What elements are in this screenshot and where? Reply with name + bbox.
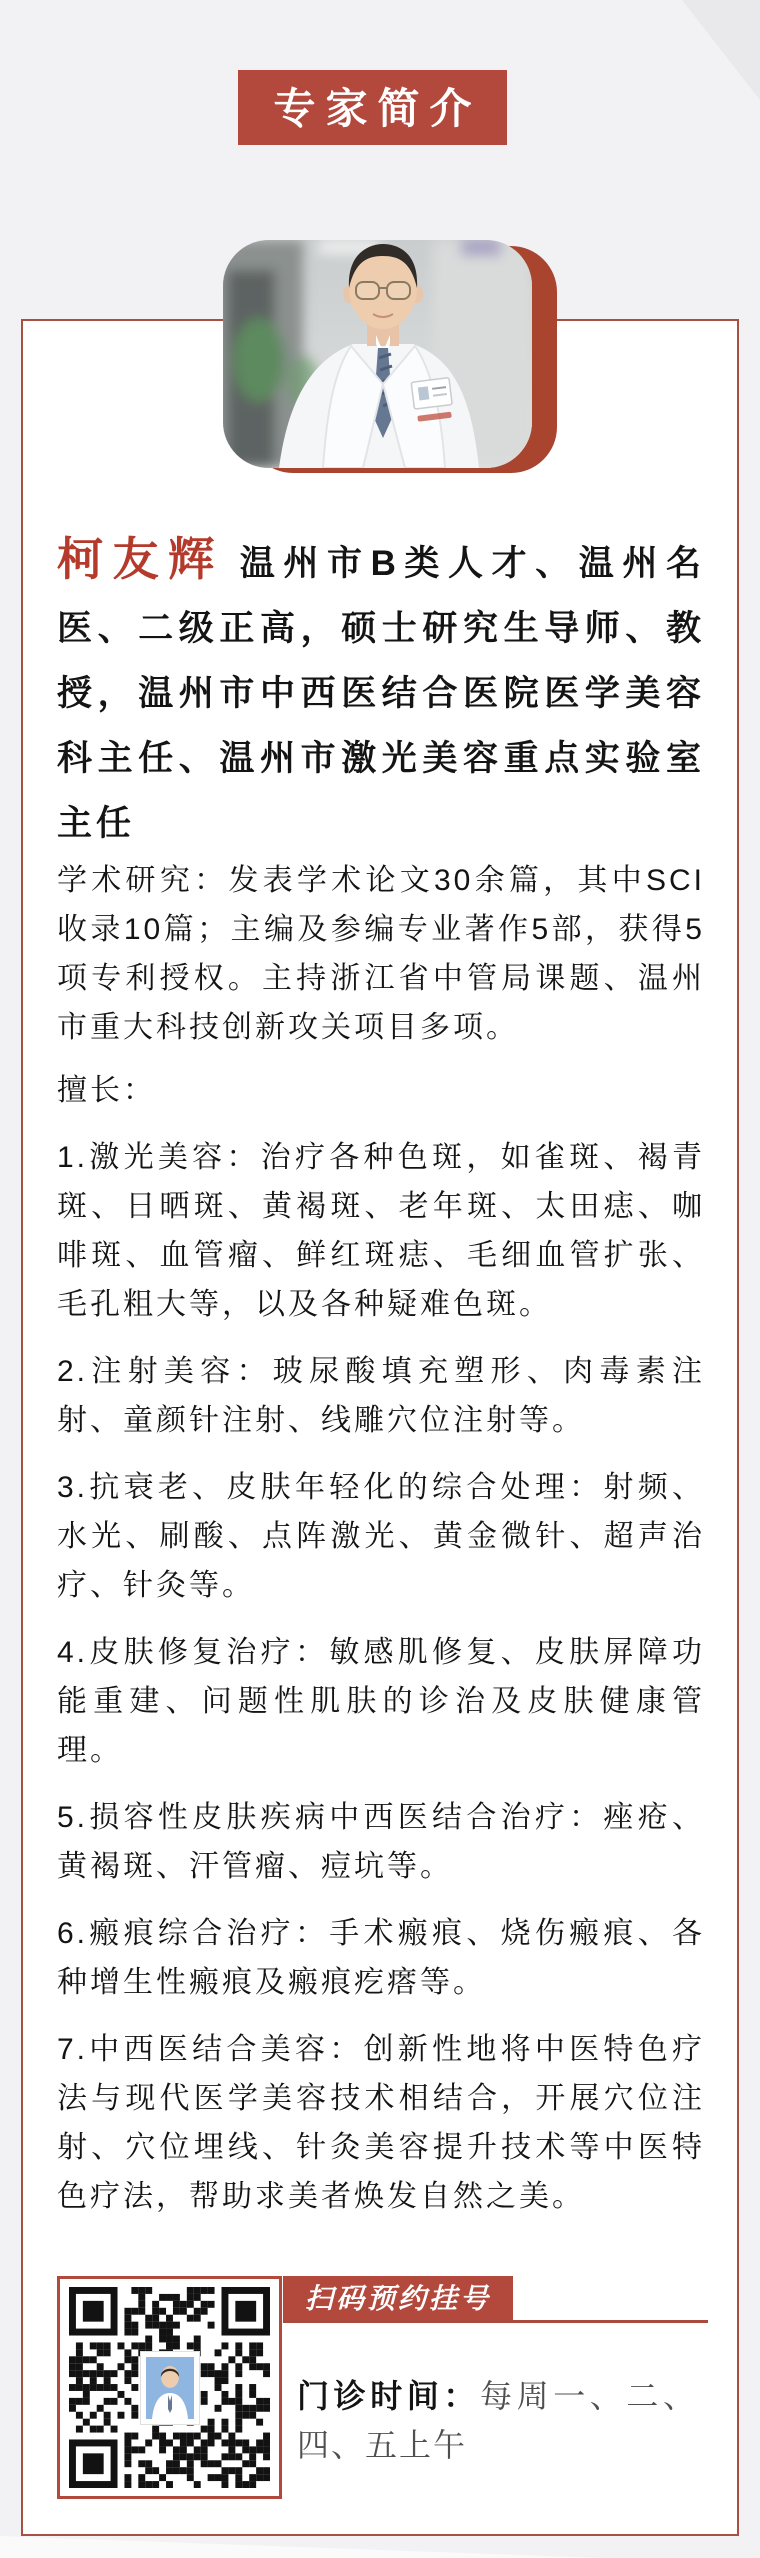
section-title-badge: 专家简介 <box>238 70 507 145</box>
doctor-titles: 温州市B类人才、温州名医、二级正高，硕士研究生导师、教授，温州市中西医结合医院医学美容科主任、温州市激光美容重点实验室主任 <box>57 544 705 843</box>
qr-finder-top-left <box>69 2287 118 2336</box>
doctor-name: 柯友辉 <box>57 533 224 585</box>
specialties-label: 擅长： <box>57 1074 156 1107</box>
specialty-item-5: 5.损容性皮肤疾病中西医结合治疗：痤疮、黄褐斑、汗管瘤、痘坑等。 <box>57 1801 705 1883</box>
qr-finder-top-right <box>221 2287 270 2336</box>
corner-decoration-top-right <box>682 0 760 100</box>
clinic-hours <box>297 2372 697 2470</box>
specialty-item-4: 4.皮肤修复治疗：敏感肌修复、皮肤屏障功能重建、问题性肌肤的诊治及皮肤健康管理。 <box>57 1636 705 1767</box>
doctor-intro <box>57 527 705 856</box>
clinic-hours-label: 门诊时间： <box>297 2378 480 2414</box>
qr-center-portrait <box>141 2352 199 2424</box>
specialty-item-7: 7.中西医结合美容：创新性地将中医特色疗法与现代医学美容技术相结合，开展穴位注射、穴位埋线、针灸美容提升技术等中医特色疗法，帮助求美者焕发自然之美。 <box>57 2033 705 2213</box>
doctor-photo-illustration <box>223 240 532 468</box>
corner-decoration-bottom-left <box>0 2536 600 2558</box>
profile-card <box>21 319 739 2536</box>
scan-divider-line <box>283 2276 708 2323</box>
research-summary: 学术研究：发表学术论文30余篇，其中SCI收录10篇；主编及参编专业著作5部，获得5项专利授权。主持浙江省中管局课题、温州市重大科技创新攻关项目多项。 <box>57 864 705 1044</box>
specialty-item-6: 6.瘢痕综合治疗：手术瘢痕、烧伤瘢痕、各种增生性瘢痕及瘢痕疙瘩等。 <box>57 1917 705 1999</box>
specialty-item-2: 2.注射美容：玻尿酸填充塑形、肉毒素注射、童颜针注射、线雕穴位注射等。 <box>57 1355 705 1437</box>
specialty-item-3: 3.抗衰老、皮肤年轻化的综合处理：射频、水光、刷酸、点阵激光、黄金微针、超声治疗、针灸等。 <box>57 1471 705 1602</box>
doctor-photo <box>223 240 532 468</box>
clinic-hours-value: 每周一、二、四、五上午 <box>297 2378 697 2463</box>
qr-finder-bottom-left <box>69 2439 118 2488</box>
scan-badge: 扫码预约挂号 <box>283 2276 513 2320</box>
booking-section <box>57 2276 705 2499</box>
booking-info <box>283 2276 705 2470</box>
specialty-item-1: 1.激光美容：治疗各种色斑，如雀斑、褐青斑、日晒斑、黄褐斑、老年斑、太田痣、咖啡斑、血管瘤、鲜红斑痣、毛细血管扩张、毛孔粗大等，以及各种疑难色斑。 <box>57 1141 705 1321</box>
qr-code <box>57 2276 282 2499</box>
